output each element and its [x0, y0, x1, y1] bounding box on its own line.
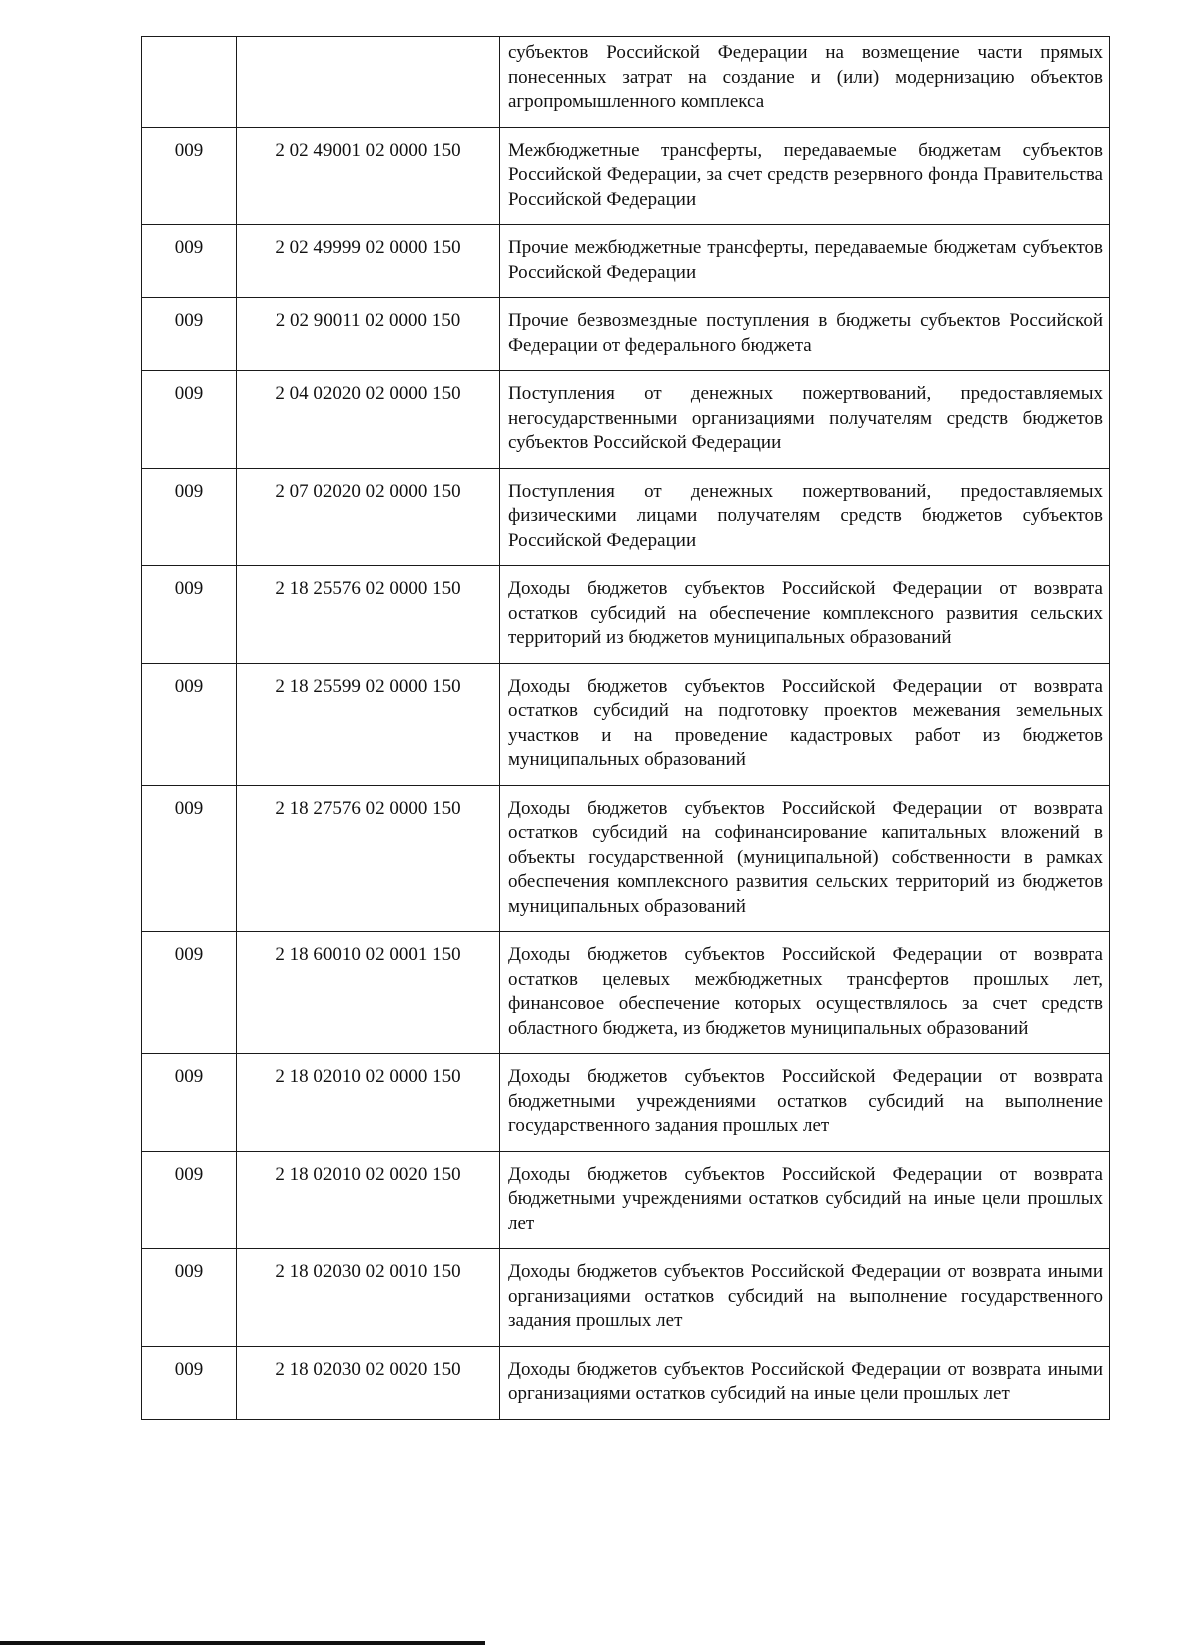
budget-classification-code-cell: 2 18 25576 02 0000 150	[237, 566, 500, 664]
admin-code-cell: 009	[142, 371, 237, 469]
admin-code-cell: 009	[142, 1249, 237, 1347]
table-row	[142, 371, 1110, 469]
table-row	[142, 468, 1110, 566]
budget-classification-code-cell: 2 18 02010 02 0000 150	[237, 1054, 500, 1152]
table-row	[142, 566, 1110, 664]
admin-code-cell: 009	[142, 225, 237, 298]
table-row	[142, 1249, 1110, 1347]
table-row	[142, 1054, 1110, 1152]
revenue-description-cell: Доходы бюджетов субъектов Российской Федерации от возврата остатков целевых межбюджетных трансфертов прошлых лет, финансовое обеспечение которых осуществлялось за счет средств областного бюджета, из бюджетов муниципальных образований	[500, 932, 1110, 1054]
revenue-description-cell: субъектов Российской Федерации на возмещение части прямых понесенных затрат на создание и (или) модернизацию объектов агропромышленного комплекса	[500, 37, 1110, 128]
revenue-description-cell: Межбюджетные трансферты, передаваемые бюджетам субъектов Российской Федерации, за счет средств резервного фонда Правительства Российской Федерации	[500, 127, 1110, 225]
revenue-description-cell: Поступления от денежных пожертвований, предоставляемых физическими лицами получателям средств бюджетов субъектов Российской Федерации	[500, 468, 1110, 566]
admin-code-cell: 009	[142, 785, 237, 932]
revenue-description-cell: Доходы бюджетов субъектов Российской Федерации от возврата остатков субсидий на софинансирование капитальных вложений в объекты государственной (муниципальной) собственности в рамках обеспечения комплексного развития сельских территорий из бюджетов муниципальных образований	[500, 785, 1110, 932]
budget-classification-code-cell: 2 02 90011 02 0000 150	[237, 298, 500, 371]
admin-code-cell: 009	[142, 932, 237, 1054]
budget-classification-code-cell: 2 18 02010 02 0020 150	[237, 1151, 500, 1249]
admin-code-cell: 009	[142, 663, 237, 785]
table-row	[142, 785, 1110, 932]
budget-classification-code-cell: 2 04 02020 02 0000 150	[237, 371, 500, 469]
revenue-description-cell: Доходы бюджетов субъектов Российской Федерации от возврата бюджетными учреждениями остатков субсидий на иные цели прошлых лет	[500, 1151, 1110, 1249]
admin-code-cell: 009	[142, 298, 237, 371]
table-row	[142, 225, 1110, 298]
budget-classification-code-cell: 2 07 02020 02 0000 150	[237, 468, 500, 566]
budget-classification-code-cell: 2 02 49999 02 0000 150	[237, 225, 500, 298]
admin-code-cell: 009	[142, 1346, 237, 1419]
revenue-description-cell: Поступления от денежных пожертвований, предоставляемых негосударственными организациями получателям средств бюджетов субъектов Российской Федерации	[500, 371, 1110, 469]
table-row	[142, 1346, 1110, 1419]
budget-classification-code-cell: 2 18 60010 02 0001 150	[237, 932, 500, 1054]
table-row	[142, 127, 1110, 225]
admin-code-cell: 009	[142, 1151, 237, 1249]
budget-classification-code-cell: 2 18 02030 02 0020 150	[237, 1346, 500, 1419]
revenue-description-cell: Прочие межбюджетные трансферты, передаваемые бюджетам субъектов Российской Федерации	[500, 225, 1110, 298]
budget-classification-code-cell: 2 18 27576 02 0000 150	[237, 785, 500, 932]
revenue-description-cell: Доходы бюджетов субъектов Российской Федерации от возврата иными организациями остатков субсидий на иные цели прошлых лет	[500, 1346, 1110, 1419]
budget-classification-code-cell: 2 02 49001 02 0000 150	[237, 127, 500, 225]
admin-code-cell: 009	[142, 566, 237, 664]
page-bottom-rule	[0, 1641, 485, 1645]
admin-code-cell: 009	[142, 468, 237, 566]
revenue-description-cell: Доходы бюджетов субъектов Российской Федерации от возврата остатков субсидий на обеспечение комплексного развития сельских территорий из бюджетов муниципальных образований	[500, 566, 1110, 664]
table-row	[142, 298, 1110, 371]
revenue-description-cell: Доходы бюджетов субъектов Российской Федерации от возврата остатков субсидий на подготовку проектов межевания земельных участков и на проведение кадастровых работ из бюджетов муниципальных образований	[500, 663, 1110, 785]
table-row	[142, 663, 1110, 785]
budget-classification-code-cell: 2 18 25599 02 0000 150	[237, 663, 500, 785]
revenue-description-cell: Доходы бюджетов субъектов Российской Федерации от возврата иными организациями остатков субсидий на выполнение государственного задания прошлых лет	[500, 1249, 1110, 1347]
admin-code-cell: 009	[142, 127, 237, 225]
revenue-description-cell: Прочие безвозмездные поступления в бюджеты субъектов Российской Федерации от федерального бюджета	[500, 298, 1110, 371]
revenue-description-cell: Доходы бюджетов субъектов Российской Федерации от возврата бюджетными учреждениями остатков субсидий на выполнение государственного задания прошлых лет	[500, 1054, 1110, 1152]
admin-code-cell	[142, 37, 237, 128]
table-row	[142, 932, 1110, 1054]
table-row	[142, 37, 1110, 128]
table-row	[142, 1151, 1110, 1249]
budget-classification-code-cell	[237, 37, 500, 128]
admin-code-cell: 009	[142, 1054, 237, 1152]
revenue-code-table	[141, 36, 1110, 1420]
budget-classification-code-cell: 2 18 02030 02 0010 150	[237, 1249, 500, 1347]
